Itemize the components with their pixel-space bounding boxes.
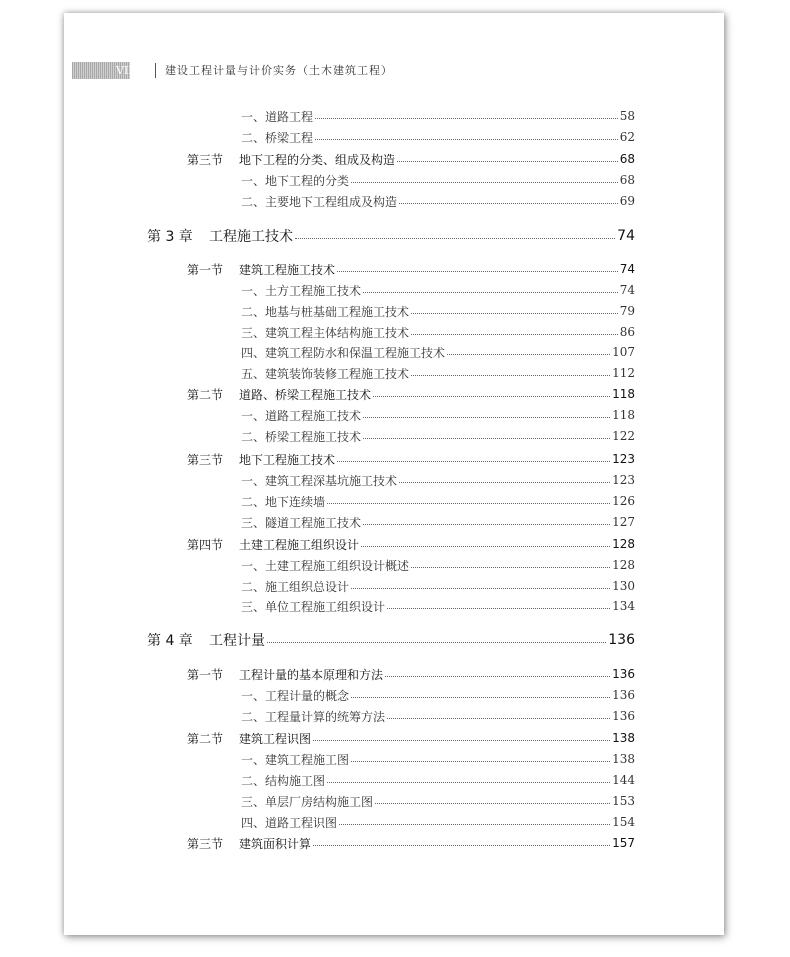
toc-title: 地下工程的分类、组成及构造 — [239, 152, 396, 167]
dot-leader — [351, 761, 610, 762]
toc-section-row — [187, 664, 635, 684]
toc-title: 建筑工程识图 — [239, 731, 312, 746]
toc-title: 一、道路工程 — [241, 109, 314, 124]
toc-page-number: 86 — [619, 325, 635, 339]
toc-page-number: 74 — [619, 283, 635, 297]
toc-label — [187, 261, 335, 278]
toc-page-number: 118 — [612, 408, 635, 422]
chapter-number: 第 4 章 — [147, 633, 193, 649]
dot-leader — [339, 824, 610, 825]
toc-entry-row — [241, 770, 635, 790]
dot-leader — [399, 482, 610, 483]
toc-page-number: 154 — [612, 815, 635, 829]
toc-label — [187, 386, 371, 403]
section-number: 第三节 — [187, 836, 224, 851]
toc-page-number: 79 — [619, 304, 635, 318]
toc-page-number: 112 — [612, 366, 635, 380]
header-book-title: 建设工程计量与计价实务（土木建筑工程） — [165, 64, 393, 77]
toc-label — [241, 687, 349, 704]
toc-entry-row — [241, 342, 635, 362]
section-number: 第二节 — [187, 387, 224, 402]
dot-leader — [387, 608, 610, 609]
dot-leader — [337, 271, 618, 272]
toc-page-number: 69 — [619, 194, 635, 208]
toc-entry-row — [241, 470, 635, 490]
toc-section-row — [187, 833, 635, 853]
toc-section-row — [187, 449, 635, 469]
toc-title: 一、土方工程施工技术 — [241, 283, 362, 298]
toc-title: 一、工程计量的概念 — [241, 688, 350, 703]
toc-title: 一、地下工程的分类 — [241, 173, 350, 188]
dot-leader — [313, 845, 610, 846]
section-number: 第一节 — [187, 667, 224, 682]
toc-label — [241, 793, 373, 810]
toc-page-number: 74 — [617, 228, 635, 244]
toc-title: 二、施工组织总设计 — [241, 579, 350, 594]
toc-entry-row — [241, 555, 635, 575]
toc-label — [241, 493, 325, 510]
toc-title: 工程计量的基本原理和方法 — [239, 667, 384, 682]
dot-leader — [399, 203, 618, 204]
toc-title: 一、建筑工程施工图 — [241, 752, 350, 767]
toc-chapter-row — [147, 630, 635, 650]
section-number: 第一节 — [187, 262, 224, 277]
toc-label — [187, 666, 383, 683]
toc-label — [241, 578, 349, 595]
dot-leader — [295, 238, 615, 239]
dot-leader — [351, 182, 618, 183]
dot-leader — [351, 588, 610, 589]
toc-page-number: 126 — [612, 494, 635, 508]
toc-entry-row — [241, 106, 635, 126]
dot-leader — [363, 292, 618, 293]
dot-leader — [315, 118, 618, 119]
toc-label — [147, 226, 293, 246]
toc-label — [241, 514, 361, 531]
toc-page-number: 138 — [612, 731, 635, 745]
toc-title: 地下工程施工技术 — [239, 452, 336, 467]
toc-label — [241, 344, 445, 361]
toc-label — [187, 151, 395, 168]
dot-leader — [411, 334, 618, 335]
section-number: 第四节 — [187, 537, 224, 552]
dot-leader — [411, 313, 618, 314]
header-divider — [155, 63, 156, 78]
toc-page-number: 123 — [612, 473, 635, 487]
toc-title: 四、道路工程识图 — [241, 815, 338, 830]
toc-title: 建筑面积计算 — [239, 836, 312, 851]
toc-entry-row — [241, 405, 635, 425]
toc-section-row — [187, 149, 635, 169]
toc-entry-row — [241, 491, 635, 511]
dot-leader — [385, 676, 610, 677]
toc-title: 建筑工程施工技术 — [239, 262, 336, 277]
toc-title: 二、地下连续墙 — [241, 494, 326, 509]
toc-label — [241, 193, 397, 210]
toc-page-number: 134 — [612, 599, 635, 613]
toc-page-number: 107 — [612, 345, 635, 359]
toc-title: 二、桥梁工程施工技术 — [241, 429, 362, 444]
toc-page-number: 153 — [612, 794, 635, 808]
chapter-number: 第 3 章 — [147, 229, 193, 245]
toc-entry-row — [241, 706, 635, 726]
toc-label — [241, 814, 337, 831]
dot-leader — [397, 161, 618, 162]
toc-section-row — [187, 534, 635, 554]
toc-page-number: 74 — [619, 262, 635, 276]
dot-leader — [387, 718, 610, 719]
book-page — [64, 13, 724, 935]
toc-page-number: 118 — [612, 387, 635, 401]
toc-title: 一、建筑工程深基坑施工技术 — [241, 473, 398, 488]
toc-label — [147, 630, 265, 650]
toc-title: 三、隧道工程施工技术 — [241, 515, 362, 530]
toc-label — [241, 772, 325, 789]
toc-entry-row — [241, 170, 635, 190]
toc-page-number: 68 — [619, 152, 635, 166]
toc-label — [241, 407, 361, 424]
toc-page-number: 122 — [612, 429, 635, 443]
header-page-number: VIII — [116, 64, 137, 77]
toc-section-row — [187, 384, 635, 404]
dot-leader — [363, 438, 610, 439]
toc-entry-row — [241, 280, 635, 300]
toc-label — [241, 428, 361, 445]
toc-label — [187, 730, 311, 747]
toc-title: 土建工程施工组织设计 — [239, 537, 360, 552]
dot-leader — [375, 803, 610, 804]
toc-section-row — [187, 259, 635, 279]
toc-page-number: 68 — [619, 173, 635, 187]
toc-entry-row — [241, 426, 635, 446]
toc-entry-row — [241, 322, 635, 342]
toc-title: 四、建筑工程防水和保温工程施工技术 — [241, 345, 446, 360]
dot-leader — [447, 354, 610, 355]
toc-page-number: 136 — [612, 667, 635, 681]
section-number: 第三节 — [187, 152, 224, 167]
dot-leader — [337, 461, 610, 462]
toc-page-number: 62 — [619, 130, 635, 144]
toc-entry-row — [241, 791, 635, 811]
dot-leader — [361, 546, 610, 547]
toc-label — [187, 835, 311, 852]
dot-leader — [351, 697, 610, 698]
running-header — [72, 62, 720, 79]
toc-title: 二、工程量计算的统筹方法 — [241, 709, 386, 724]
toc-entry-row — [241, 749, 635, 769]
toc-entry-row — [241, 191, 635, 211]
toc-entry-row — [241, 576, 635, 596]
dot-leader — [327, 782, 610, 783]
toc-page-number: 138 — [612, 752, 635, 766]
section-number: 第二节 — [187, 731, 224, 746]
toc-entry-row — [241, 685, 635, 705]
toc-label — [241, 129, 313, 146]
toc-page-number: 136 — [612, 709, 635, 723]
toc-page-number: 144 — [612, 773, 635, 787]
toc-section-row — [187, 728, 635, 748]
toc-title: 二、桥梁工程 — [241, 130, 314, 145]
toc-title: 道路、桥梁工程施工技术 — [239, 387, 372, 402]
toc-label — [241, 303, 409, 320]
toc-entry-row — [241, 301, 635, 321]
toc-entry-row — [241, 363, 635, 383]
toc-label — [241, 324, 409, 341]
toc-title: 五、建筑装饰装修工程施工技术 — [241, 366, 410, 381]
toc-label — [187, 536, 359, 553]
toc-label — [241, 172, 349, 189]
section-number: 第三节 — [187, 452, 224, 467]
toc-title: 二、主要地下工程组成及构造 — [241, 194, 398, 209]
toc-title: 三、单层厂房结构施工图 — [241, 794, 374, 809]
dot-leader — [313, 740, 610, 741]
toc-page-number: 128 — [612, 537, 635, 551]
toc-page-number: 123 — [612, 452, 635, 466]
toc-label — [241, 708, 385, 725]
dot-leader — [267, 642, 606, 643]
dot-leader — [363, 417, 610, 418]
toc-chapter-row — [147, 226, 635, 246]
toc-title: 工程施工技术 — [209, 229, 293, 245]
toc-page-number: 58 — [619, 109, 635, 123]
toc-label — [241, 751, 349, 768]
toc-label — [241, 282, 361, 299]
toc-entry-row — [241, 127, 635, 147]
toc-label — [241, 472, 397, 489]
toc-title: 一、道路工程施工技术 — [241, 408, 362, 423]
toc-entry-row — [241, 596, 635, 616]
toc-page-number: 127 — [612, 515, 635, 529]
toc-entry-row — [241, 812, 635, 832]
dot-leader — [373, 396, 610, 397]
toc-page-number: 128 — [612, 558, 635, 572]
toc-title: 一、土建工程施工组织设计概述 — [241, 558, 410, 573]
toc-entry-row — [241, 512, 635, 532]
toc-page-number: 136 — [608, 632, 635, 648]
dot-leader — [411, 567, 610, 568]
toc-page-number: 136 — [612, 688, 635, 702]
toc-label — [241, 108, 313, 125]
toc-title: 三、建筑工程主体结构施工技术 — [241, 325, 410, 340]
toc-title: 二、地基与桩基础工程施工技术 — [241, 304, 410, 319]
toc-label — [241, 365, 409, 382]
toc-label — [241, 598, 385, 615]
toc-page-number: 130 — [612, 579, 635, 593]
toc-title: 二、结构施工图 — [241, 773, 326, 788]
dot-leader — [363, 524, 610, 525]
toc-title: 工程计量 — [209, 633, 265, 649]
dot-leader — [411, 375, 610, 376]
toc-title: 三、单位工程施工组织设计 — [241, 599, 386, 614]
dot-leader — [315, 139, 618, 140]
toc-page-number: 157 — [612, 836, 635, 850]
dot-leader — [327, 503, 610, 504]
toc-label — [241, 557, 409, 574]
toc-label — [187, 451, 335, 468]
